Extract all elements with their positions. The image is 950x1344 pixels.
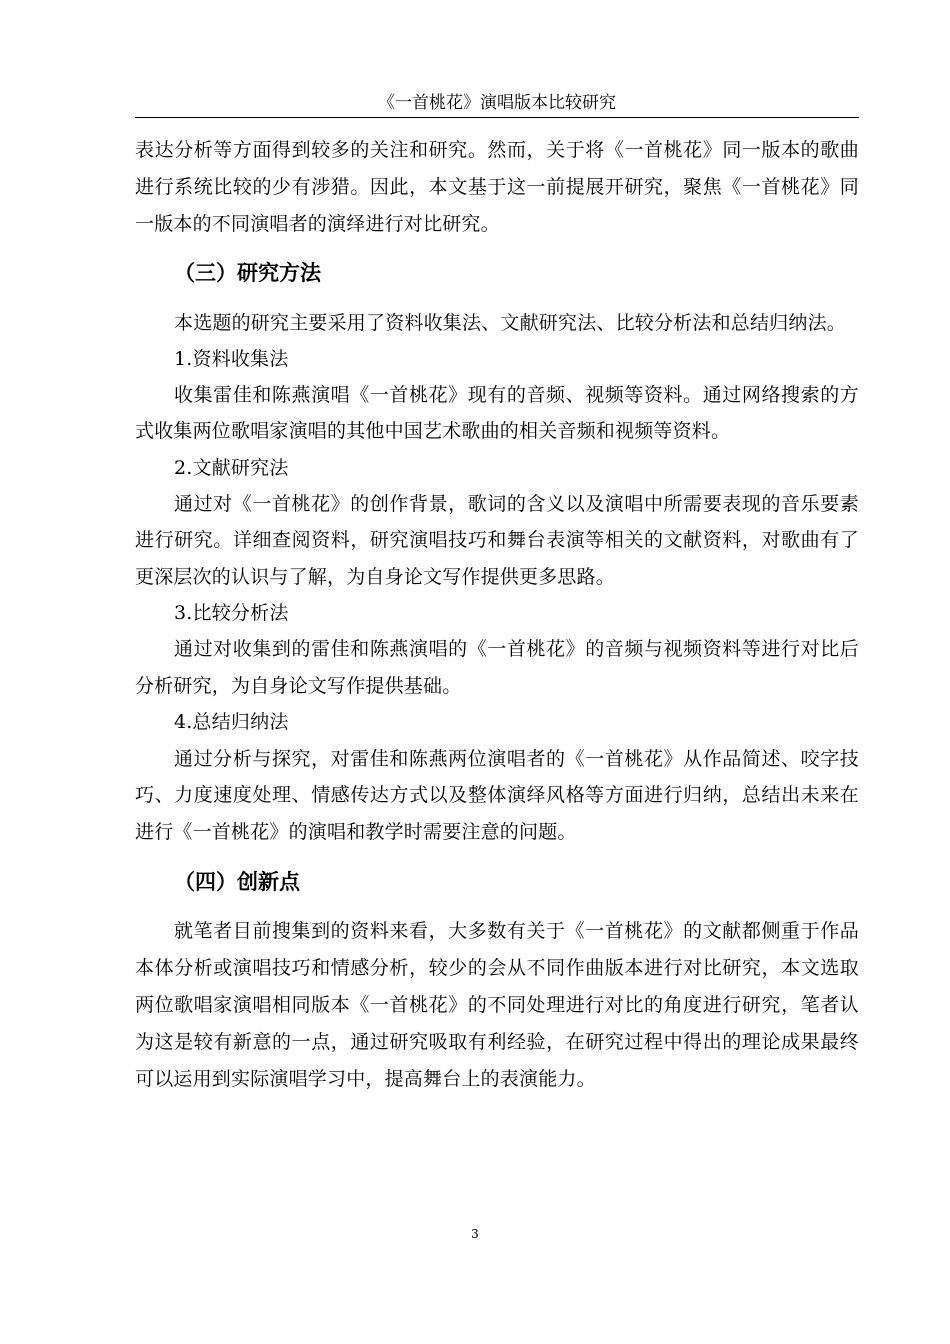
body-line: 式收集两位歌唱家演唱的其他中国艺术歌曲的相关音频和视频等资料。 bbox=[135, 420, 731, 442]
body-line: 分析研究，为自身论文写作提供基础。 bbox=[135, 675, 462, 697]
body-line: 通过对《一首桃花》的创作背景，歌词的含义以及演唱中所需要表现的音乐要素 bbox=[174, 493, 859, 515]
method-title: 1.资料收集法 bbox=[174, 348, 289, 370]
page-number: 3 bbox=[471, 1227, 479, 1241]
body-line: 为这是较有新意的一点，通过研究吸取有利经验，在研究过程中得出的理论成果最终 bbox=[135, 1031, 859, 1053]
body-line: 可以运用到实际演唱学习中，提高舞台上的表演能力。 bbox=[135, 1068, 596, 1090]
running-header: 《一首桃花》演唱版本比较研究 bbox=[378, 93, 616, 113]
body-line: 进行研究。详细查阅资料，研究演唱技巧和舞台表演等相关的文献资料，对歌曲有了 bbox=[135, 529, 859, 551]
body-line: 进行《一首桃花》的演唱和教学时需要注意的问题。 bbox=[135, 821, 577, 843]
body-line: 通过分析与探究，对雷佳和陈燕两位演唱者的《一首桃花》从作品简述、咬字技 bbox=[174, 748, 859, 770]
body-line: 就笔者目前搜集到的资料来看，大多数有关于《一首桃花》的文献都侧重于作品 bbox=[174, 920, 859, 942]
section-heading-research-methods: （三）研究方法 bbox=[174, 261, 321, 285]
method-title: 2.文献研究法 bbox=[174, 457, 289, 479]
methods-intro: 本选题的研究主要采用了资料收集法、文献研究法、比较分析法和总结归纳法。 bbox=[174, 312, 847, 334]
method-title: 3.比较分析法 bbox=[174, 602, 289, 624]
method-title: 4.总结归纳法 bbox=[174, 711, 289, 733]
section-heading-innovation: （四）创新点 bbox=[174, 870, 300, 894]
body-line: 通过对收集到的雷佳和陈燕演唱的《一首桃花》的音频与视频资料等进行对比后 bbox=[174, 638, 859, 660]
body-line: 两位歌唱家演唱相同版本《一首桃花》的不同处理进行对比的角度进行研究，笔者认 bbox=[135, 994, 859, 1016]
body-line: 一版本的不同演唱者的演绎进行对比研究。 bbox=[135, 213, 500, 235]
body-line: 进行系统比较的少有涉猎。因此，本文基于这一前提展开研究，聚焦《一首桃花》同 bbox=[135, 176, 859, 198]
header-rule bbox=[135, 117, 859, 118]
body-line: 更深层次的认识与了解，为自身论文写作提供更多思路。 bbox=[135, 566, 616, 588]
body-line: 收集雷佳和陈燕演唱《一首桃花》现有的音频、视频等资料。通过网络搜索的方 bbox=[174, 384, 859, 406]
body-line: 表达分析等方面得到较多的关注和研究。然而，关于将《一首桃花》同一版本的歌曲 bbox=[135, 139, 859, 161]
body-line: 巧、力度速度处理、情感传达方式以及整体演绎风格等方面进行归纳，总结出未来在 bbox=[135, 784, 859, 806]
body-line: 本体分析或演唱技巧和情感分析，较少的会从不同作曲版本进行对比研究，本文选取 bbox=[135, 957, 859, 979]
